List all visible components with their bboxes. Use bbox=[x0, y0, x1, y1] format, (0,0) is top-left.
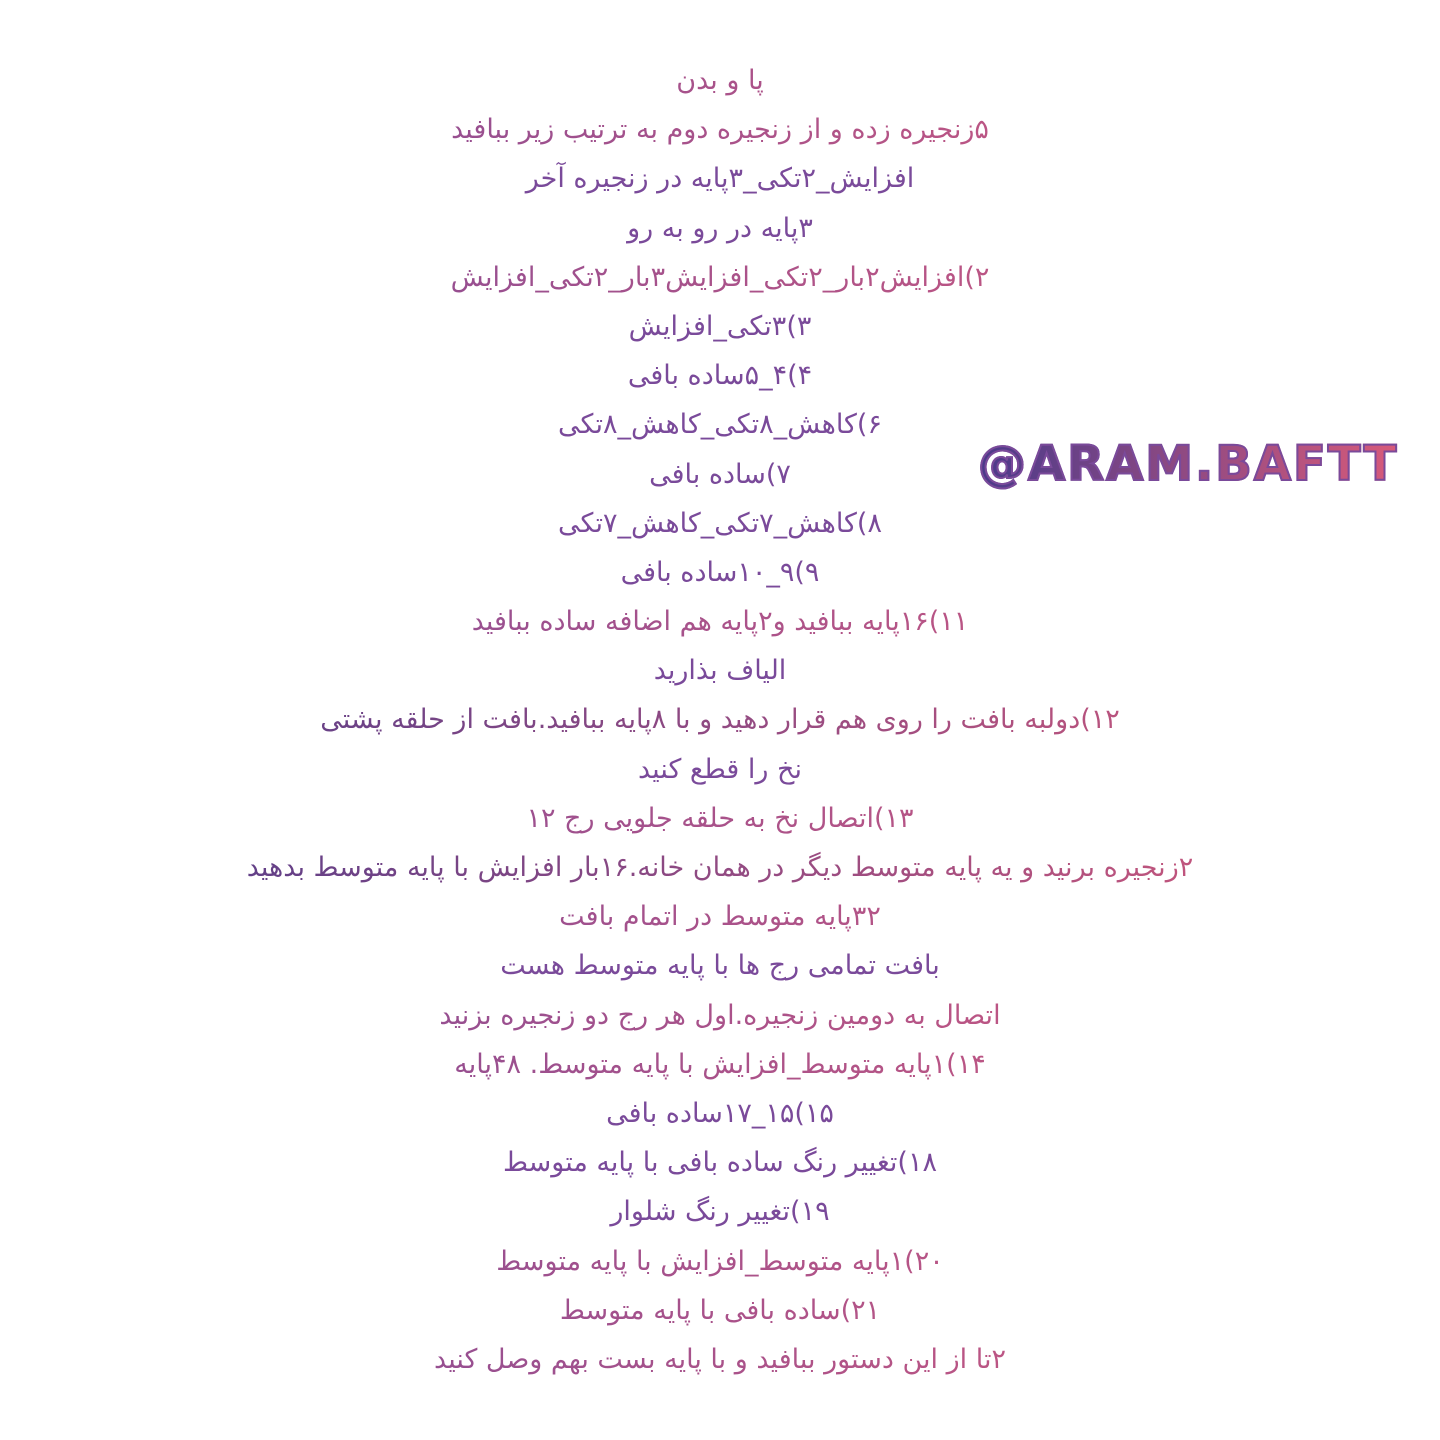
instruction-line: الیاف بذارید bbox=[653, 655, 787, 687]
instruction-line: نخ را قطع کنید bbox=[638, 753, 802, 785]
instruction-line: ۷)ساده بافی bbox=[649, 458, 791, 490]
instruction-list bbox=[0, 56, 1440, 1384]
instruction-line: ۱۳)اتصال نخ به حلقه جلویی رج ۱۲ bbox=[0, 794, 1440, 843]
instruction-line: ۲)افزایش۲بار_۲تکی_افزایش۳بار_۲تکی_افزایش bbox=[0, 253, 1440, 302]
instruction-line: ۳۲پایه متوسط در اتمام بافت bbox=[0, 892, 1440, 941]
instruction-line: ۲تا از این دستور ببافید و با پایه بست بهم وصل کنید bbox=[0, 1335, 1440, 1384]
instruction-line: ۱۸)تغییر رنگ ساده بافی با پایه متوسط bbox=[503, 1147, 937, 1179]
instruction-line: افزایش_۲تکی_۳پایه در زنجیره آخر bbox=[525, 163, 915, 195]
instruction-line: ۱۹)تغییر رنگ شلوار bbox=[610, 1196, 830, 1228]
instruction-line: ۱۴)۱پایه متوسط_افزایش با پایه متوسط. ۴۸پایه bbox=[0, 1040, 1440, 1089]
watermark-handle: @ARAM.BAFTT bbox=[978, 436, 1399, 492]
instruction-line: اتصال به دومین زنجیره.اول هر رج دو زنجیره بزنید bbox=[0, 991, 1440, 1040]
instruction-line: ۸)کاهش_۷تکی_کاهش_۷تکی bbox=[558, 507, 882, 539]
instruction-line: ۶)کاهش_۸تکی_کاهش_۸تکی bbox=[558, 409, 882, 441]
instruction-line: ۴)۴_۵ساده بافی bbox=[627, 360, 813, 392]
instruction-line: ۹)۹_۱۰ساده بافی bbox=[620, 556, 820, 588]
instruction-line: ۱۵)۱۵_۱۷ساده بافی bbox=[606, 1097, 834, 1129]
instruction-line: ۳پایه در رو به رو bbox=[627, 212, 813, 244]
instruction-line: ۲۰)۱پایه متوسط_افزایش با پایه متوسط bbox=[0, 1237, 1440, 1286]
instruction-line: ۲زنجیره برنید و یه پایه متوسط دیگر در همان خانه.۱۶بار افزایش با پایه متوسط بدهید bbox=[0, 843, 1440, 892]
instruction-line: پا و بدن bbox=[0, 56, 1440, 105]
instruction-line: ۱۱)۱۶پایه ببافید و۲پایه هم اضافه ساده ببافید bbox=[0, 597, 1440, 646]
instruction-line: ۱۲)دولبه بافت را روی هم قرار دهید و با ۸پایه ببافید.بافت از حلقه پشتی bbox=[0, 695, 1440, 744]
instruction-line: بافت تمامی رج ها با پایه متوسط هست bbox=[500, 950, 940, 982]
instruction-line: ۲۱)ساده بافی با پایه متوسط bbox=[0, 1286, 1440, 1335]
instruction-line: ۵زنجیره زده و از زنجیره دوم به ترتیب زیر ببافید bbox=[0, 105, 1440, 154]
instruction-line: ۳)۳تکی_افزایش bbox=[628, 310, 812, 342]
